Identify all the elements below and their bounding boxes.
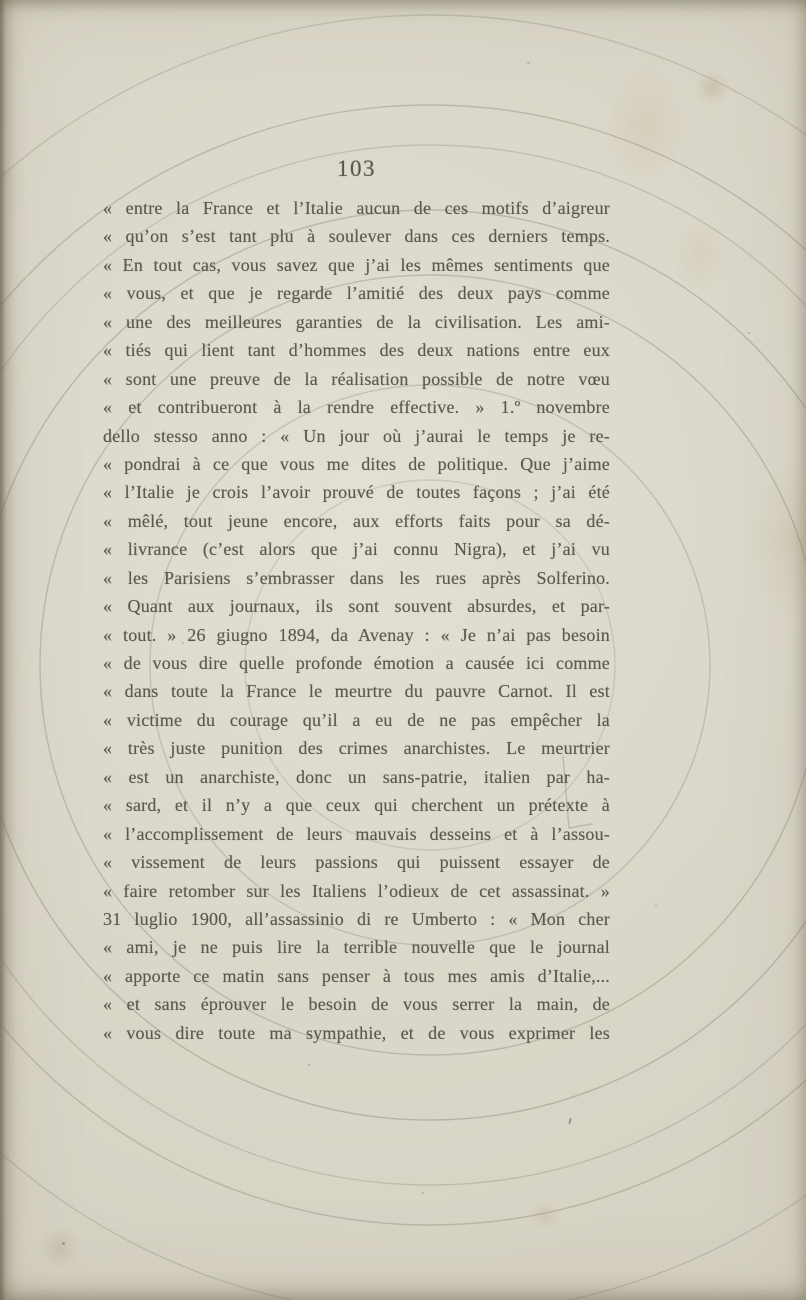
text-line: « entre la France et l’Italie aucun de ces motifs d’aigreur (103, 198, 610, 218)
text-line: « victime du courage qu’il a eu de ne pas empêcher la (103, 709, 610, 730)
text-line: « mêlé, tout jeune encore, aux efforts faits pour sa dé- (103, 510, 610, 531)
text-line: « l’accomplissement de leurs mauvais desseins et à l’assou- (103, 823, 610, 844)
text-line: « sard, et il n’y a que ceux qui cherchent un prétexte à (103, 795, 610, 816)
paper-speck (422, 1192, 424, 1194)
text-line: « vous dire toute ma sympathie, et de vous exprimer les (103, 1022, 610, 1043)
text-line: « dans toute la France le meurtre du pauvre Carnot. Il est (103, 681, 610, 702)
text-line: « une des meilleures garanties de la civilisation. Les ami- (103, 311, 610, 332)
text-line: « les Parisiens s’embrasser dans les rues après Solferino. (103, 567, 610, 588)
text-line: « apporte ce matin sans penser à tous mes amis d’Italie,... (103, 965, 610, 986)
text-line: « tout. » 26 giugno 1894, da Avenay : « Je n’ai pas besoin (103, 624, 610, 645)
text-line: « pondrai à ce que vous me dites de politique. Que j’aime (103, 453, 610, 474)
text-line: « vous, et que je regarde l’amitié des deux pays comme (103, 283, 610, 304)
text-line: « l’Italie je crois l’avoir prouvé de toutes façons ; j’ai été (103, 482, 610, 503)
text-line: « En tout cas, vous savez que j’ai les mêmes sentiments que (103, 254, 610, 275)
text-line: « sont une preuve de la réalisation possible de notre vœu (103, 368, 610, 389)
text-line: « de vous dire quelle profonde émotion a causée ici comme (103, 653, 610, 673)
text-line: « et contribueront à la rendre effective. » 1.º novembre (103, 397, 610, 418)
paper-speck (527, 62, 530, 64)
text-line: « ami, je ne puis lire la terrible nouvelle que le journal (103, 937, 610, 958)
text-line: « est un anarchiste, donc un sans-patrie, italien par ha- (103, 766, 610, 787)
text-line: « Quant aux journaux, ils sont souvent absurdes, et par- (103, 596, 610, 617)
text-line: « et sans éprouver le besoin de vous serrer la main, de (103, 994, 610, 1015)
text-block (103, 194, 610, 1047)
text-line: « faire retomber sur les Italiens l’odieux de cet assassinat. » (103, 880, 610, 901)
text-line: « très juste punition des crimes anarchistes. Le meurtrier (103, 738, 610, 759)
text-line: « livrance (c’est alors que j’ai connu Nigra), et j’ai vu (103, 539, 610, 560)
text-line: « tiés qui lient tant d’hommes des deux nations entre eux (103, 340, 610, 361)
text-line: dello stesso anno : « Un jour où j’aurai le temps je re- (103, 425, 610, 446)
paper-speck (748, 332, 750, 334)
paper-speck (568, 1118, 571, 1124)
text-line: « vissement de leurs passions qui puissent essayer de (103, 852, 610, 873)
paper-speck (62, 1242, 65, 1245)
text-line: « qu’on s’est tant plu à soulever dans ces derniers temps. (103, 226, 610, 247)
text-line: 31 luglio 1900, all’assassinio di re Umberto : « Mon cher (103, 908, 610, 929)
page-number: 103 (337, 156, 376, 181)
paper-speck (308, 1064, 310, 1066)
paper-speck (655, 905, 657, 907)
